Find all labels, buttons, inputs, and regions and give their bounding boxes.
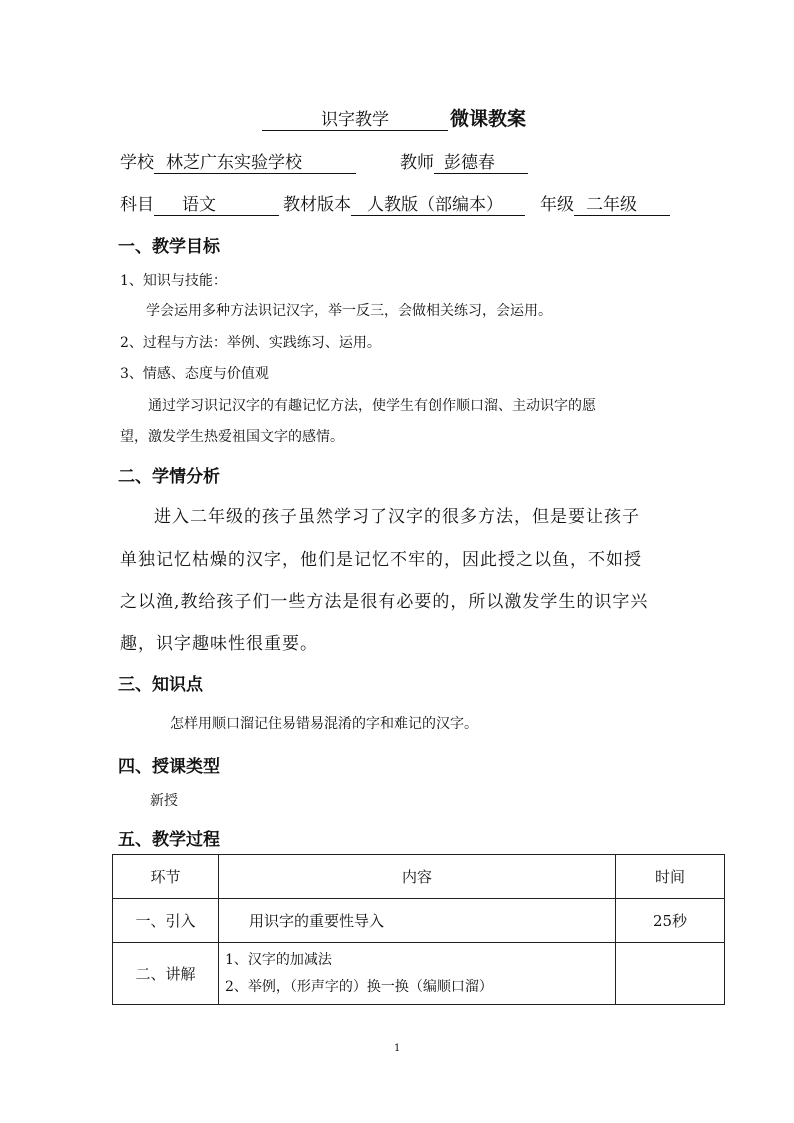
goal-item-3-text-line1: 通过学习识记汉字的有趣记忆方法，使学生有创作顺口溜、主动识字的愿 [148, 398, 596, 414]
lesson-type-text: 新授 [150, 793, 178, 809]
row-content-line: 1、汉字的加减法 [225, 951, 332, 968]
title-subject: 识字教学 [262, 105, 448, 131]
analysis-line-3: 之以渔,教给孩子们一些方法是很有必要的，所以激发学生的识字兴 [120, 592, 649, 612]
process-table [112, 854, 725, 1005]
section-heading-lesson-type: 四、授课类型 [118, 757, 220, 777]
goal-item-3: 3、情感、态度与价值观 [120, 366, 269, 382]
title-main: 微课教案 [450, 108, 527, 130]
row-content [219, 943, 616, 1005]
goal-item-1: 1、知识与技能： [120, 273, 227, 289]
goal-item-1-text: 学会运用多种方法识记汉字，举一反三，会做相关练习，会运用。 [146, 303, 552, 319]
section-heading-analysis: 二、学情分析 [118, 467, 220, 487]
info-school-line [120, 148, 356, 174]
row-content-line: 2、举例，（形声字的）换一换（编顺口溜） [225, 978, 493, 995]
analysis-line-4: 趣，识字趣味性很重要。 [120, 634, 318, 654]
info-grade-line [540, 190, 670, 216]
analysis-line-1: 进入二年级的孩子虽然学习了汉字的很多方法，但是要让孩子 [154, 507, 640, 527]
row-time [616, 943, 725, 1005]
goal-item-3-text-line2: 望，激发学生热爱祖国文字的感情。 [120, 429, 344, 445]
document-title [262, 104, 526, 131]
row-content: 用识字的重要性导入 [219, 899, 616, 943]
subject-value: 语文 [154, 190, 279, 216]
section-heading-goals: 一、教学目标 [118, 237, 220, 257]
page-number: 1 [394, 1043, 401, 1054]
table-row [113, 899, 725, 943]
analysis-line-2: 单独记忆枯燥的汉字，他们是记忆不牢的，因此授之以鱼，不如授 [120, 550, 642, 570]
info-edition-line [283, 190, 525, 216]
school-value: 林芝广东实验学校 [154, 148, 356, 174]
subject-label: 科目 [120, 195, 154, 215]
row-stage: 一、引入 [113, 899, 219, 943]
header-time: 时间 [616, 855, 725, 899]
section-heading-knowledge: 三、知识点 [118, 675, 203, 695]
table-header-row [113, 855, 725, 899]
header-content: 内容 [219, 855, 616, 899]
knowledge-text: 怎样用顺口溜记住易错易混淆的字和难记的汉字。 [170, 716, 478, 732]
school-label: 学校 [120, 153, 154, 173]
teacher-value: 彭德春 [434, 148, 528, 174]
section-heading-process: 五、教学过程 [118, 830, 220, 850]
info-subject-line [120, 190, 279, 216]
teacher-label: 教师 [400, 153, 434, 173]
goal-item-2: 2、过程与方法：举例、实践练习、运用。 [120, 335, 381, 351]
edition-label: 教材版本 [283, 195, 351, 215]
row-time: 25秒 [616, 899, 725, 943]
grade-label: 年级 [540, 195, 574, 215]
grade-value: 二年级 [574, 190, 670, 216]
edition-value: 人教版（部编本） [351, 190, 525, 216]
info-teacher-line [400, 148, 528, 174]
row-stage: 二、讲解 [113, 943, 219, 1005]
header-stage: 环节 [113, 855, 219, 899]
table-row [113, 943, 725, 1005]
